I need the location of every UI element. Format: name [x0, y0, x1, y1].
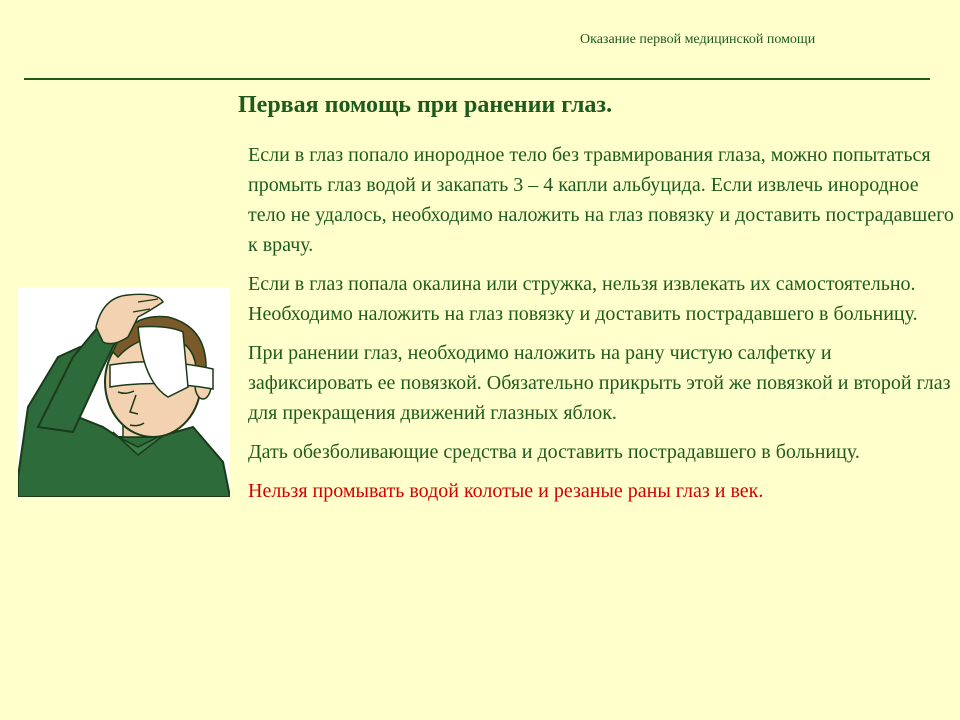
paragraph-scale-shavings: Если в глаз попала окалина или стружка, нельзя извлекать их самостоятельно. Необходимо наложить на глаз повязку и доставить пострадавшего в больницу. [248, 273, 918, 325]
paragraph-foreign-body: Если в глаз попало инородное тело без травмирования глаза, можно попытаться промыть глаз водой и закапать 3 – 4 капли альбуцида. Если извлечь инородное тело не удалось, необходимо наложить на глаз повязку и доставить пострадавшего к врачу. [248, 144, 954, 256]
page-title: Первая помощь при ранении глаз. [238, 92, 613, 118]
bandaged-eye-illustration [18, 287, 230, 497]
header-divider [24, 78, 930, 80]
paragraph-eye-wound: При ранении глаз, необходимо наложить на рану чистую салфетку и зафиксировать ее повязкой. Обязательно прикрыть этой же повязкой и второй глаз для прекращения движений глазных яблок. [248, 342, 951, 424]
warning-text: Нельзя промывать водой колотые и резаные раны глаз и век. [248, 480, 764, 502]
instructions-text [248, 140, 954, 515]
slide-header-subtitle: Оказание первой медицинской помощи [580, 32, 816, 47]
paragraph-painkillers: Дать обезболивающие средства и доставить пострадавшего в больницу. [248, 441, 860, 463]
